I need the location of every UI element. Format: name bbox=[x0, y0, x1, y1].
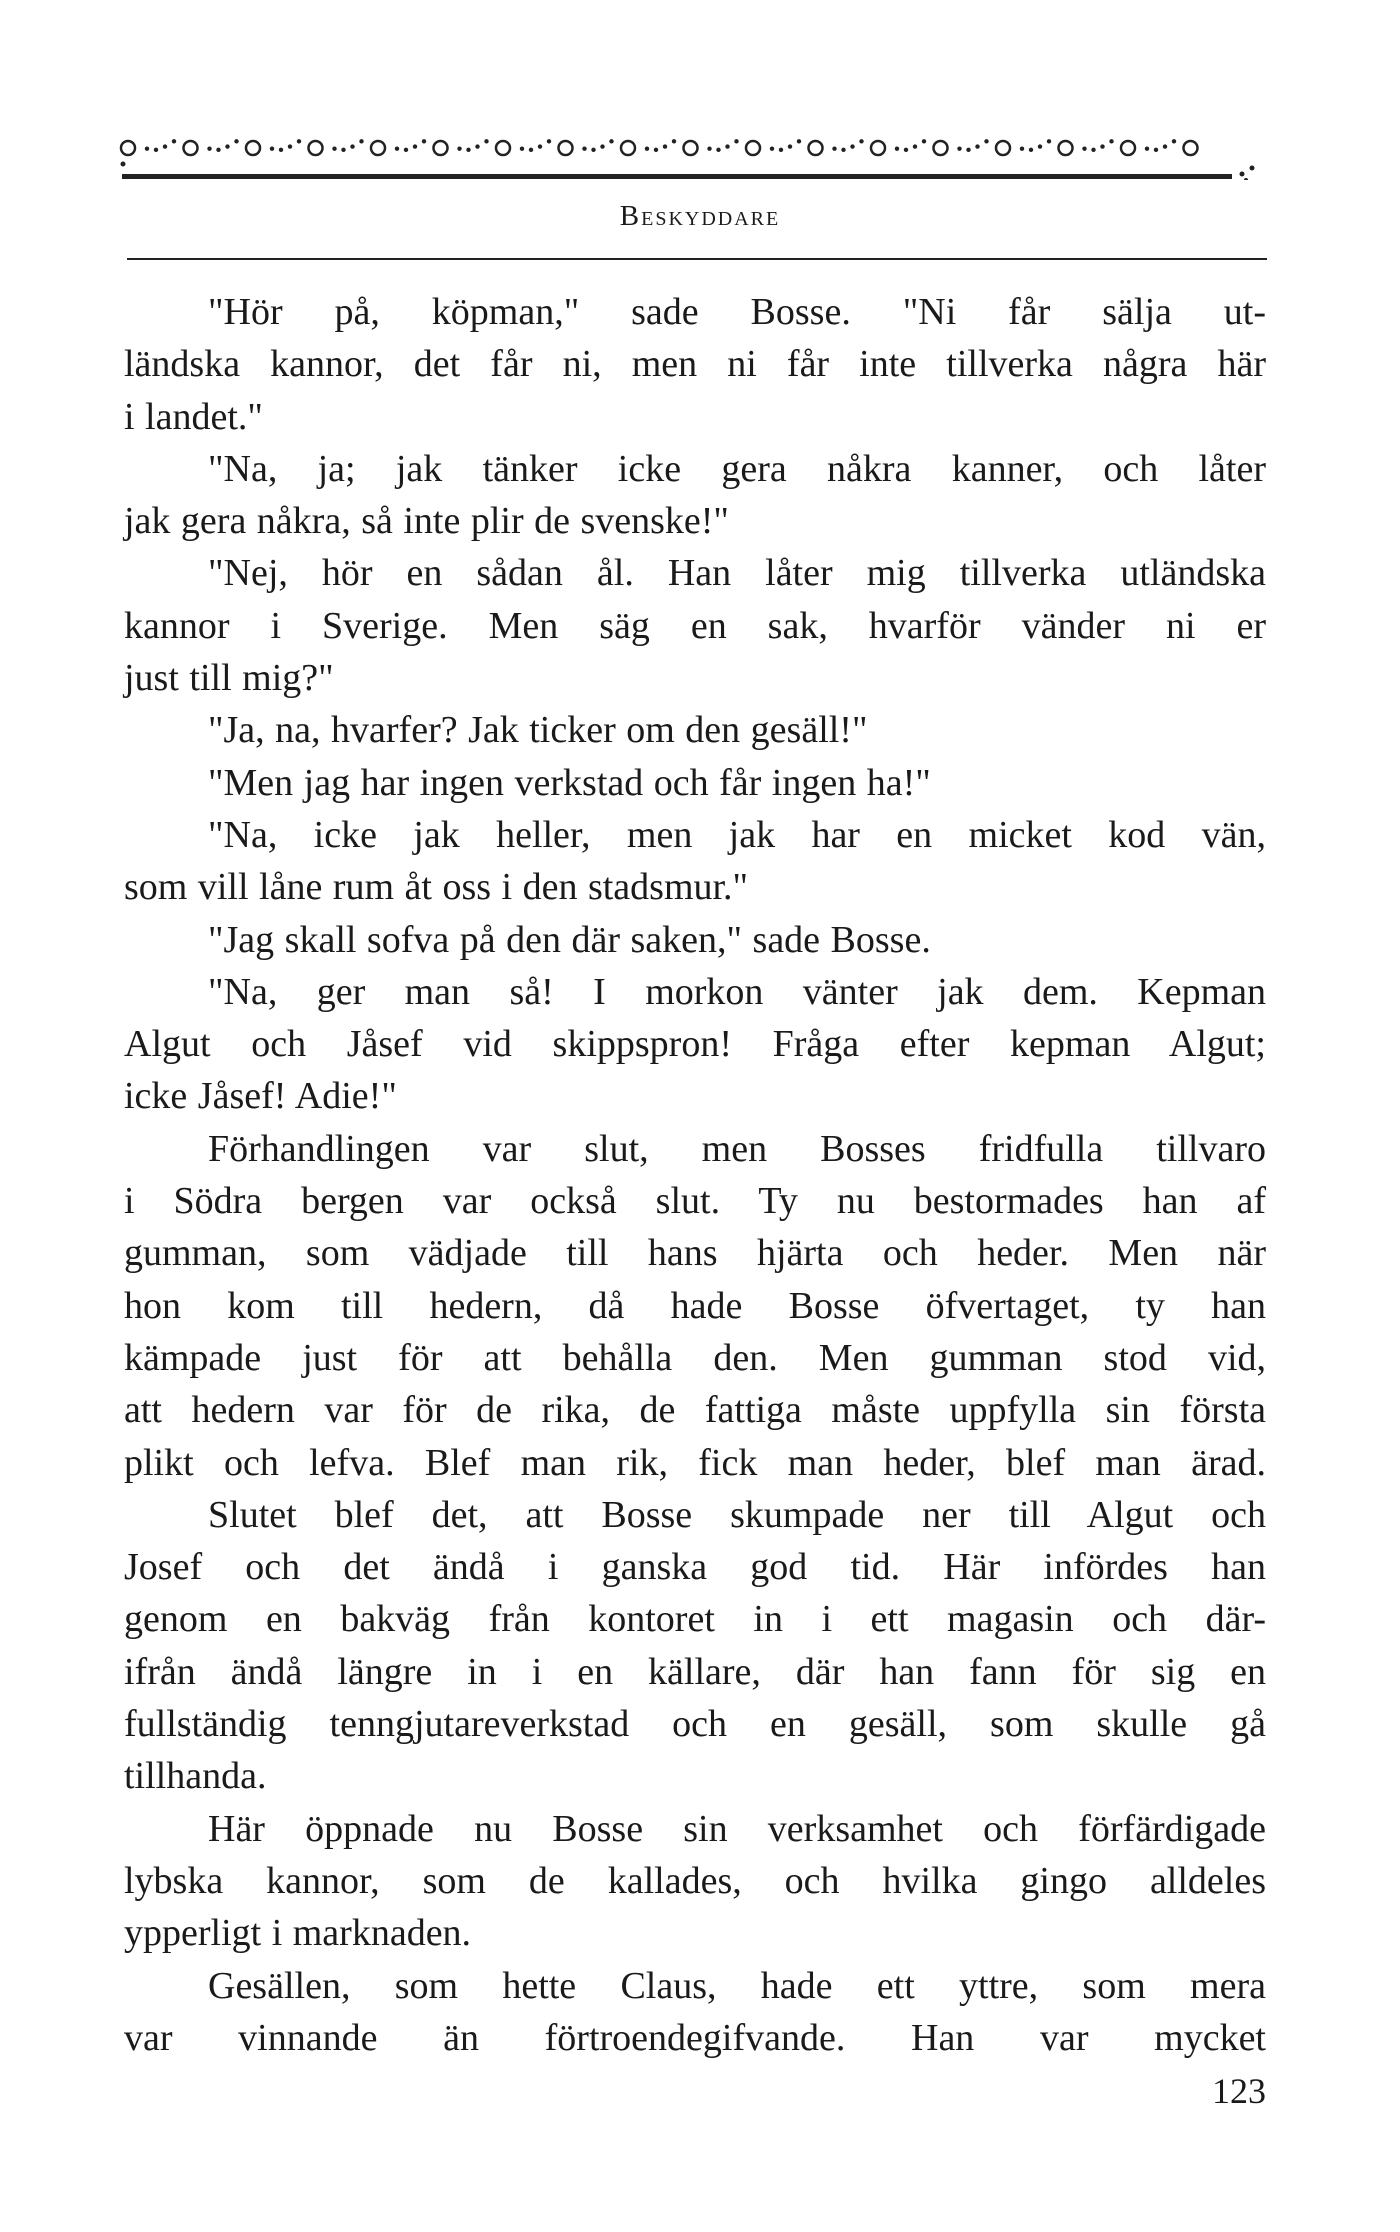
body-text bbox=[124, 286, 1266, 2064]
text-line: "Na, icke jak heller, men jak har en micket kod vän, bbox=[208, 813, 1266, 856]
text-line: ypperligt i marknaden. bbox=[124, 1912, 472, 1955]
text-line: "Na, ja; jak tänker icke gera nåkra kanner, och låter bbox=[208, 447, 1266, 490]
text-line: genom en bakväg från kontoret in i ett magasin och där- bbox=[124, 1598, 1266, 1641]
text-line: ifrån ändå längre in i en källare, där han fann för sig en bbox=[124, 1650, 1266, 1693]
text-line: just till mig?" bbox=[124, 657, 334, 700]
text-line: plikt och lefva. Blef man rik, fick man heder, blef man ärad. bbox=[124, 1441, 1266, 1484]
text-line: "Na, ger man så! I morkon vänter jak dem. Kepman bbox=[208, 970, 1266, 1013]
text-line: som vill låne rum åt oss i den stadsmur." bbox=[124, 866, 749, 909]
text-line: Gesällen, som hette Claus, hade ett yttre, som mera bbox=[208, 1964, 1266, 2007]
text-line: Algut och Jåsef vid skippspron! Fråga efter kepman Algut; bbox=[124, 1023, 1266, 1066]
text-line: icke Jåsef! Adie!" bbox=[124, 1075, 397, 1118]
running-head: Beskyddare bbox=[619, 200, 781, 232]
text-line: gumman, som vädjade till hans hjärta och heder. Men när bbox=[124, 1232, 1266, 1275]
text-line: jak gera nåkra, så inte plir de svenske!" bbox=[124, 500, 729, 543]
text-line: Slutet blef det, att Bosse skumpade ner till Algut och bbox=[208, 1493, 1266, 1536]
text-line: att hedern var för de rika, de fattiga måste uppfylla sin första bbox=[124, 1389, 1266, 1432]
text-line: fullständig tenngjutareverkstad och en gesäll, som skulle gå bbox=[124, 1703, 1266, 1746]
text-line: "Jag skall sofva på den där saken," sade Bosse. bbox=[208, 918, 931, 961]
text-line: tillhanda. bbox=[124, 1755, 267, 1798]
text-line: lybska kannor, som de kallades, och hvilka gingo alldeles bbox=[124, 1859, 1266, 1902]
decorative-border-ornament bbox=[118, 122, 1268, 180]
text-line: "Men jag har ingen verkstad och får ingen ha!" bbox=[208, 761, 931, 804]
text-line: i landet." bbox=[124, 395, 263, 438]
text-line: Förhandlingen var slut, men Bosses fridfulla tillvaro bbox=[208, 1127, 1266, 1170]
text-line: hon kom till hedern, då hade Bosse öfvertaget, ty han bbox=[124, 1284, 1266, 1327]
text-line: i Södra bergen var också slut. Ty nu bestormades han af bbox=[124, 1180, 1266, 1223]
text-line: "Ja, na, hvarfer? Jak ticker om den gesäll!" bbox=[208, 709, 868, 752]
text-line: kämpade just för att behålla den. Men gumman stod vid, bbox=[124, 1336, 1266, 1379]
text-line: "Hör på, köpman," sade Bosse. "Ni får sälja ut- bbox=[208, 291, 1266, 333]
text-line: "Nej, hör en sådan ål. Han låter mig tillverka utländska bbox=[208, 552, 1266, 595]
text-line: Josef och det ändå i ganska god tid. Här infördes han bbox=[124, 1546, 1266, 1589]
text-line: ländska kannor, det får ni, men ni får inte tillverka några här bbox=[124, 343, 1266, 386]
page-number: 123 bbox=[1212, 2071, 1266, 2111]
header-rule bbox=[127, 258, 1267, 260]
text-line: kannor i Sverige. Men säg en sak, hvarför vänder ni er bbox=[124, 604, 1266, 647]
text-line: Här öppnade nu Bosse sin verksamhet och förfärdigade bbox=[208, 1807, 1266, 1850]
text-line: var vinnande än förtroendegifvande. Han var mycket bbox=[124, 2016, 1266, 2059]
